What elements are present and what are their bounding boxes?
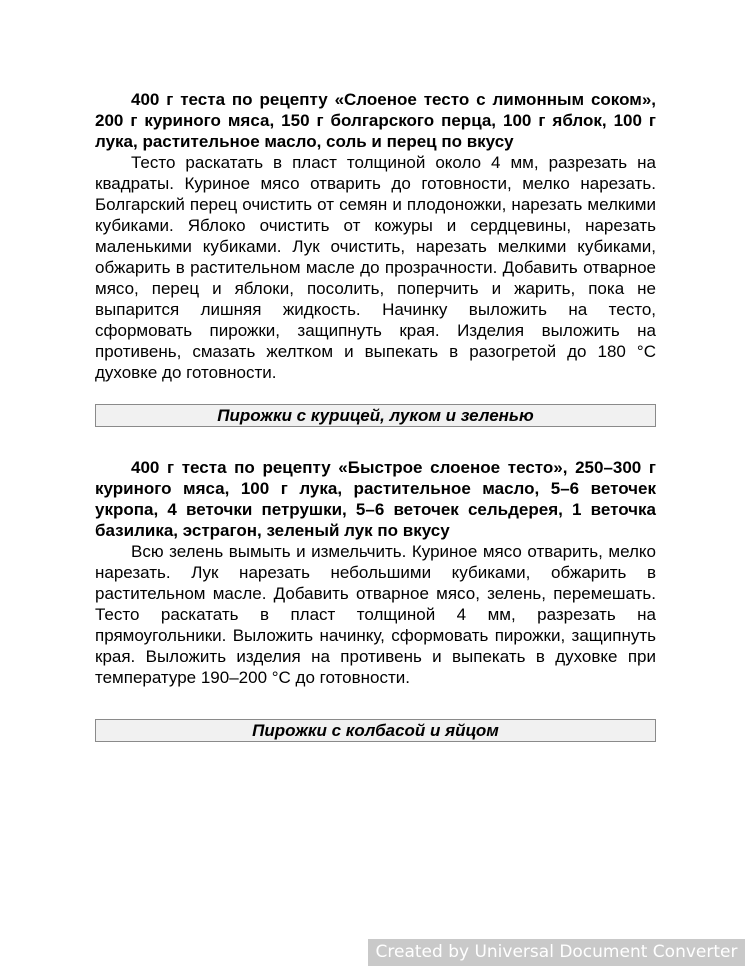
recipe-section-1 (95, 89, 656, 383)
recipe-section-2 (95, 457, 656, 688)
document-page (95, 89, 656, 742)
recipe-title-sausage-egg: Пирожки с колбасой и яйцом (95, 719, 656, 742)
ingredients-paragraph: 400 г теста по рецепту «Слоеное тесто с лимонным соком», 200 г куриного мяса, 150 г болгарского перца, 100 г яблок, 100 г лука, растительное масло, соль и перец по вкусу (95, 90, 656, 151)
converter-watermark: Created by Universal Document Converter (368, 939, 745, 966)
method-paragraph: Всю зелень вымыть и измельчить. Куриное мясо отварить, мелко нарезать. Лук нарезать небольшими кубиками, обжарить в растительном масле. Добавить отварное мясо, зелень, перемешать. Тесто раскатать в пласт толщиной 4 мм, разрезать на прямоугольники. Выложить начинку, сформовать пирожки, защипнуть края. Выложить изделия на противень и выпекать в духовке при температуре 190–200 °С до готовности. (95, 542, 656, 687)
recipe-title-chicken-onion-greens: Пирожки с курицей, луком и зеленью (95, 404, 656, 427)
method-paragraph: Тесто раскатать в пласт толщиной около 4 мм, разрезать на квадраты. Куриное мясо отварить до готовности, мелко нарезать. Болгарский перец очистить от семян и плодоножки, нарезать мелкими кубиками. Яблоко очистить от кожуры и сердцевины, нарезать маленькими кубиками. Лук очистить, нарезать мелкими кубиками, обжарить в растительном масле до прозрачности. Добавить отварное мясо, перец и яблоки, посолить, поперчить и жарить, пока не выпарится лишняя жидкость. Начинку выложить на тесто, сформовать пирожки, защипнуть края. Изделия выложить на противень, смазать желтком и выпекать в разогретой до 180 °С духовке до готовности. (95, 153, 656, 382)
ingredients-paragraph: 400 г теста по рецепту «Быстрое слоеное тесто», 250–300 г куриного мяса, 100 г лука, растительное масло, 5–6 веточек укропа, 4 веточки петрушки, 5–6 веточек сельдерея, 1 веточка базилика, эстрагон, зеленый лук по вкусу (95, 458, 656, 540)
